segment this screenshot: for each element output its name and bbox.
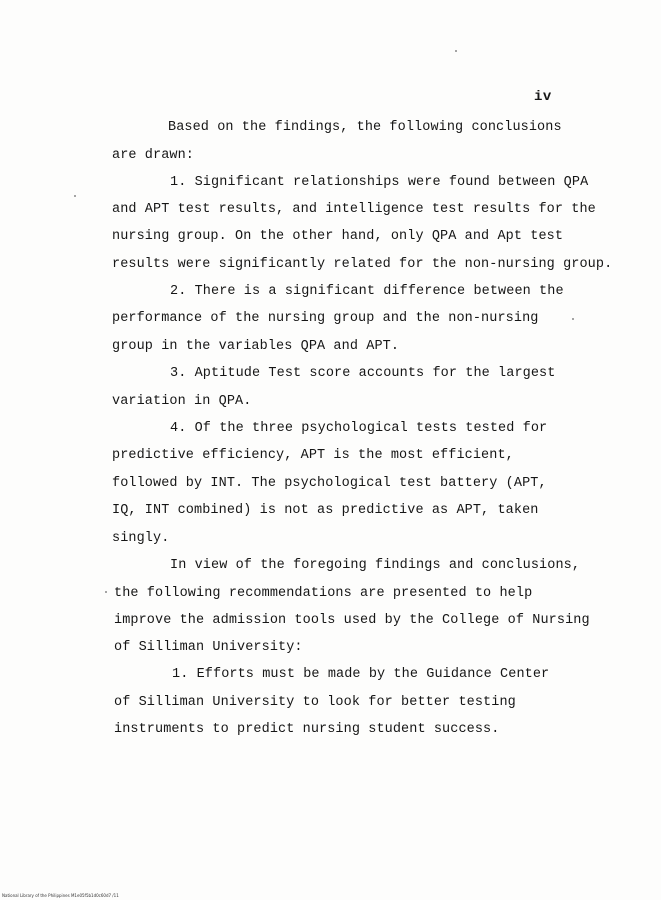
text-line: of Silliman University: [114, 640, 303, 655]
scan-speck [572, 318, 574, 320]
text-line: instruments to predict nursing student success. [114, 722, 500, 737]
page-number: iv [534, 89, 552, 105]
text-line: performance of the nursing group and the non-nursing [112, 311, 539, 326]
text-line: 4. Of the three psychological tests tested for [170, 421, 548, 436]
text-line: 3. Aptitude Test score accounts for the largest [170, 366, 556, 381]
text-line: Based on the findings, the following conclusions [168, 120, 562, 135]
text-line: followed by INT. The psychological test battery (APT, [112, 476, 547, 491]
text-line: IQ, INT combined) is not as predictive as APT, taken [112, 503, 539, 518]
text-line: In view of the foregoing findings and conclusions, [170, 558, 581, 573]
text-line: singly. [112, 531, 170, 546]
text-line: variation in QPA. [112, 394, 252, 409]
text-line: results were significantly related for the non-nursing group. [112, 257, 613, 272]
scan-speck [455, 50, 457, 52]
text-line: 1. Significant relationships were found between QPA [170, 175, 589, 190]
text-line: nursing group. On the other hand, only QPA and Apt test [112, 229, 564, 244]
scan-speck [105, 591, 107, 593]
text-line: group in the variables QPA and APT. [112, 339, 400, 354]
text-line: the following recommendations are presented to help [114, 586, 533, 601]
text-line: of Silliman University to look for better testing [114, 695, 516, 710]
text-line: are drawn: [112, 148, 195, 163]
text-line: 1. Efforts must be made by the Guidance Center [172, 667, 550, 682]
scan-footer: National Library of the Philippines M1e05f5b1d0c60d7 /11 [2, 893, 119, 898]
text-line: 2. There is a significant difference between the [170, 284, 564, 299]
text-line: and APT test results, and intelligence test results for the [112, 202, 596, 217]
text-line: improve the admission tools used by the College of Nursing [114, 613, 590, 628]
text-line: predictive efficiency, APT is the most efficient, [112, 448, 514, 463]
scan-speck [74, 195, 76, 197]
